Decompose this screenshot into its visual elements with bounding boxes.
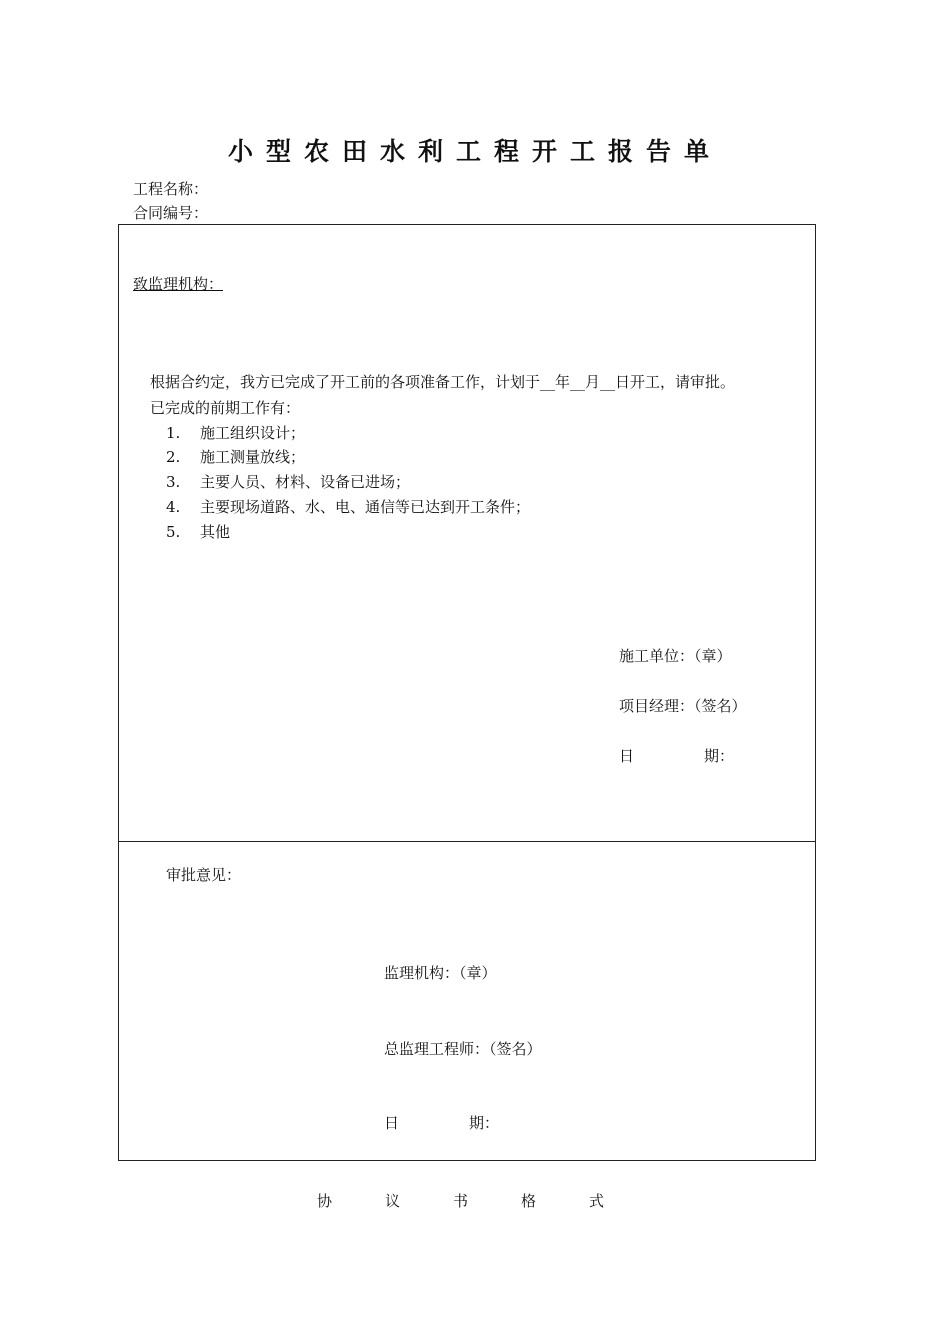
completed-work-heading: 已完成的前期工作有： <box>150 399 301 417</box>
list-item-text: 主要人员、材料、设备已进场； <box>200 473 411 491</box>
list-item <box>166 422 305 443</box>
list-item <box>166 496 530 517</box>
approval-opinion-label: 审批意见： <box>166 866 242 884</box>
supervisor-org-signature: 监理机构：（章） <box>384 964 497 982</box>
report-statement: 根据合约定，我方已完成了开工前的各项准备工作，计划于__年__月__日开工，请审批。 <box>150 373 736 391</box>
list-item-number: 3. <box>166 473 181 491</box>
report-form-box <box>118 224 816 1161</box>
list-item <box>166 446 305 467</box>
list-item-text: 其他 <box>200 523 231 541</box>
date-label-left: 日 <box>384 1114 400 1132</box>
contract-number-label: 合同编号： <box>133 204 209 222</box>
footer-char: 议 <box>385 1192 401 1210</box>
list-item-number: 4. <box>166 498 181 516</box>
list-item-number: 2. <box>166 448 181 466</box>
list-item-number: 1. <box>166 424 181 442</box>
date-label-right: 期： <box>469 1114 500 1132</box>
chief-engineer-signature: 总监理工程师：（签名） <box>384 1040 542 1058</box>
project-name-label: 工程名称： <box>133 180 209 198</box>
list-item-text: 主要现场道路、水、电、通信等已达到开工条件； <box>200 498 531 516</box>
list-item-text: 施工组织设计； <box>200 424 306 442</box>
document-title: 小型农田水利工程开工报告单 <box>227 137 722 166</box>
footer-caption <box>317 1190 657 1211</box>
date-label-right: 期： <box>704 747 735 765</box>
date-label-left: 日 <box>619 747 635 765</box>
list-item <box>166 471 410 492</box>
approval-date <box>384 1112 499 1133</box>
footer-char: 式 <box>589 1192 605 1210</box>
project-manager-signature: 项目经理：（签名） <box>619 697 747 715</box>
list-item-number: 5. <box>166 523 181 541</box>
list-item <box>166 521 230 542</box>
report-date <box>619 745 734 766</box>
section-divider <box>119 841 815 842</box>
footer-char: 书 <box>453 1192 469 1210</box>
footer-char: 格 <box>521 1192 537 1210</box>
footer-char: 协 <box>317 1192 333 1210</box>
addressee-label: 致监理机构： <box>133 275 224 293</box>
list-item-text: 施工测量放线； <box>200 448 306 466</box>
contractor-unit-signature: 施工单位：（章） <box>619 647 732 665</box>
